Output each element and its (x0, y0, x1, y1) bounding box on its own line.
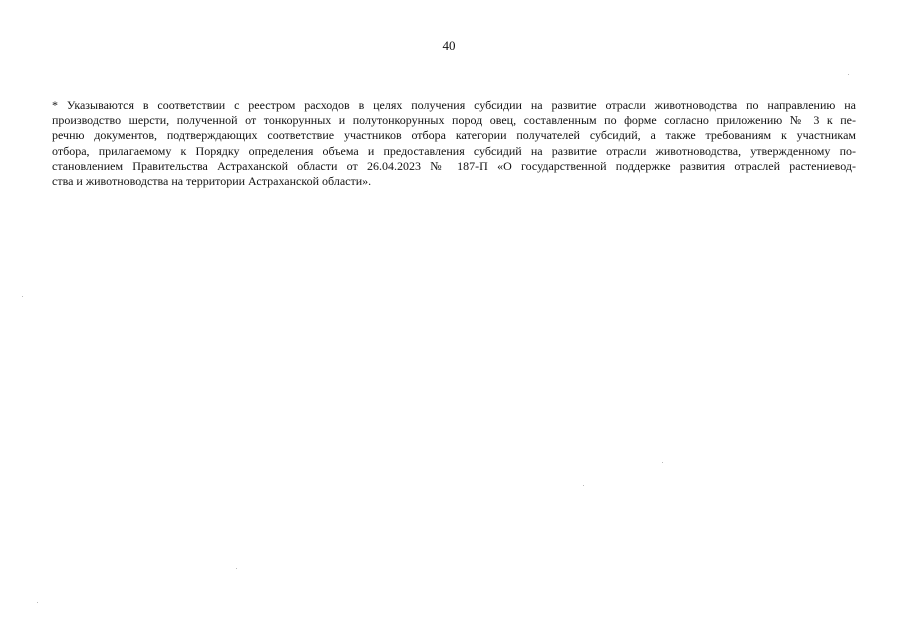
footnote-line: ства и животноводства на территории Астраханской области». (52, 174, 372, 189)
footnote-line: речню документов, подтверждающих соответствие участников отбора категории получателей субсидий, а также требованиям к участникам (52, 128, 856, 143)
footnote-line: производство шерсти, полученной от тонкорунных и полутонкорунных пород овец, составленным по форме согласно приложению № 3 к пе- (52, 113, 856, 128)
scan-speck (848, 74, 849, 75)
scan-speck (37, 602, 38, 603)
footnote (52, 98, 856, 189)
page-number: 40 (442, 38, 456, 53)
footnote-line: становлением Правительства Астраханской области от 26.04.2023 № 187-П «О государственной поддержке развития отраслей растениевод- (52, 158, 856, 173)
scan-speck (662, 462, 663, 463)
scan-speck (236, 568, 237, 569)
footnote-line: отбора, прилагаемому к Порядку определения объема и предоставления субсидий на развитие отрасли животноводства, утвержденному по- (52, 143, 856, 158)
scan-speck (22, 296, 23, 297)
scan-speck (583, 485, 584, 486)
footnote-line: * Указываются в соответствии с реестром расходов в целях получения субсидии на развитие отрасли животноводства по направлению на (52, 98, 856, 112)
